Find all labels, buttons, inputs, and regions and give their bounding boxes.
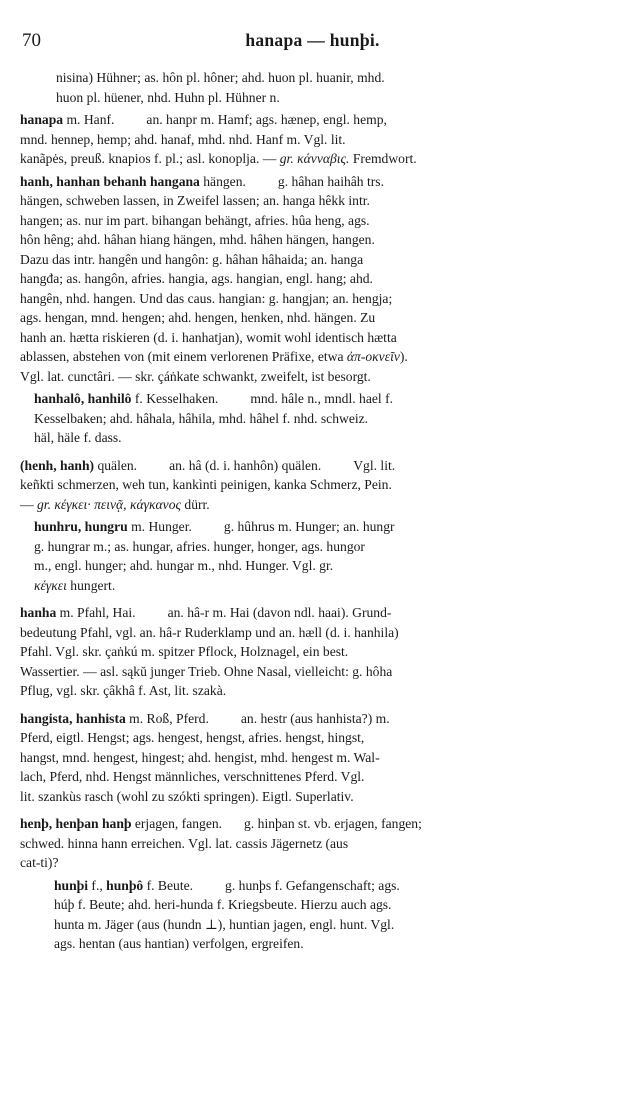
greek-text: ἀπ-οκνεῖν	[346, 349, 400, 364]
text-line: hunta m. Jäger (aus (hundn ⊥), huntian jagen, engl. hunt. Vgl.	[54, 916, 395, 932]
text-span: kanãpės, preuß. knapios f. pl.; asl. konoplja. —	[20, 151, 280, 166]
cognates: g. hunþs f. Gefangenschaft; ags.	[225, 877, 400, 893]
entry-hangista	[20, 709, 597, 807]
text-span: Fremdwort.	[349, 151, 417, 166]
entry-hunhru	[20, 517, 597, 595]
text-line: ags. hengan, mnd. hengen; ahd. hengen, henken, nhd. hängen. Zu	[20, 310, 376, 325]
gloss: f. Beute.	[143, 877, 194, 893]
gloss: f. Kesselhaken.	[131, 391, 219, 406]
entry-first-line	[20, 603, 597, 623]
entry-henh	[20, 456, 597, 515]
entry-first-line	[20, 456, 597, 476]
entry-first-line	[20, 172, 597, 192]
greek-text: gr. κέγκει· πεινᾷ, κάγκανος	[37, 496, 182, 512]
text-line: lach, Pferd, nhd. Hengst männliches, verschnittenes Pferd. Vgl.	[20, 769, 365, 784]
headword: hunþi	[54, 877, 89, 893]
text-line: nisina) Hühner; as. hôn pl. hôner; ahd. huon pl. huanir, mhd.	[56, 70, 385, 85]
entry-hanh	[20, 172, 597, 387]
text-line: Vgl. lat. cunctâri. — skr. çáṅkate schwankt, zweifelt, ist besorgt.	[20, 368, 371, 384]
text-span: —	[20, 496, 37, 512]
headword: hangista, hanhista	[20, 710, 126, 726]
headword: hanh, hanhan behanh hangana	[20, 173, 200, 189]
cognates: mnd. hâle n., mndl. hael f.	[250, 391, 394, 406]
entry-continuation	[20, 68, 597, 107]
text-line: bedeutung Pfahl, vgl. an. hâ-r Ruderklamp und an. hæll (d. i. hanhila)	[20, 624, 399, 640]
cognates: g. hûhrus m. Hunger; an. hungr	[223, 519, 395, 534]
text-span: dürr.	[181, 496, 210, 512]
cross-reference: Vgl. lit.	[353, 457, 396, 473]
text-line: húþ f. Beute; ahd. heri-hunda f. Kriegsbeute. Hierzu auch ags.	[54, 897, 392, 912]
entry-hanha	[20, 603, 597, 701]
cognates: an. hâ-r m. Hai (davon ndl. haai). Grund-	[167, 605, 392, 620]
text-line: Dazu das intr. hangên und hangôn: g. hâhan hâhaida; an. hanga	[20, 251, 364, 267]
gloss: m. Roß, Pferd.	[125, 710, 209, 726]
text-line: Kesselbaken; ahd. hâhala, hâhila, mhd. hâhel f. nhd. schweiz.	[34, 410, 369, 426]
text-line: schwed. hinna hann erreichen. Vgl. lat. cassis Jägernetz (aus	[20, 835, 349, 851]
text-line: häl, häle f. dass.	[34, 430, 122, 445]
text-line: hangên, nhd. hangen. Und das caus. hangian: g. hangjan; an. hengja;	[20, 290, 393, 306]
headword: henþ, henþan hanþ	[20, 816, 132, 831]
text-line: hanh an. hætta riskieren (d. i. hanhatjan), womit wohl identisch hætta	[20, 329, 397, 345]
gloss: m. Hunger.	[127, 519, 192, 534]
text-line: lit. szankùs rasch (wohl zu szókti springen). Eigtl. Superlativ.	[20, 788, 354, 804]
text-line: hangst, mnd. hengest, hingest; ahd. hengist, mhd. hengest m. Wal-	[20, 749, 380, 765]
cognates: g. hâhan haihâh trs.	[277, 173, 384, 189]
text-line	[20, 576, 597, 596]
cognates: g. hinþan st. vb. erjagen, fangen;	[244, 816, 422, 831]
page-body	[20, 68, 597, 957]
text-line: g. hungrar m.; as. hungar, afries. hunger, honger, ags. hungor	[34, 538, 365, 554]
text-line: m., engl. hunger; ahd. hungar m., nhd. Hunger. Vgl. gr.	[34, 558, 334, 573]
text-span: ).	[399, 349, 408, 364]
greek-text: gr. κάνναβις.	[279, 151, 350, 166]
entry-hanhalo	[20, 389, 597, 448]
text-line: mnd. hennep, hemp; ahd. hanaf, mhd. nhd. Hanf m. Vgl. lit.	[20, 131, 346, 147]
text-line	[20, 347, 597, 367]
gloss: m. Pfahl, Hai.	[56, 605, 136, 620]
headword: hanhalô, hanhilô	[34, 391, 132, 406]
entry-first-line	[20, 814, 597, 834]
text-line: Pfahl. Vgl. skr. çaṅkú m. spitzer Pflock, Holznagel, ein best.	[20, 644, 349, 659]
entry-hanapa	[20, 110, 597, 169]
text-line: Pflug, vgl. skr. çâkhâ f. Ast, lit. szakà.	[20, 683, 227, 698]
text-line: cat-ti)?	[20, 855, 59, 870]
text-line: hôn hêng; ahd. hâhan hiang hängen, mhd. hâhen hängen, hangen.	[20, 232, 375, 247]
entry-hunthi	[20, 876, 597, 954]
text-line: hangđa; as. hangôn, afries. hangia, ags. hangian, engl. hang; ahd.	[20, 271, 373, 286]
entry-henth	[20, 814, 597, 873]
page-number: 70	[22, 30, 41, 51]
cognates: an. hestr (aus hanhista?) m.	[240, 710, 390, 726]
greek-text: κέγκει	[34, 577, 67, 593]
text-line	[20, 495, 597, 515]
text-line: Pferd, eigtl. Hengst; ags. hengest, hengst, afries. hengst, hingst,	[20, 730, 365, 745]
text-span: ablassen, abstehen von (mit einem verlorenen Präfixe, etwa	[20, 349, 347, 364]
headword: hanapa	[20, 112, 64, 127]
text-line: hängen, schweben lassen, in Zweifel lassen; an. hanga hêkk intr.	[20, 193, 370, 208]
cognates: an. hâ (d. i. hanhôn) quälen.	[169, 457, 322, 473]
entry-first-line	[20, 110, 597, 130]
entry-first-line	[20, 709, 597, 729]
text-line: huon pl. hüener, nhd. Huhn pl. Hühner n.	[56, 89, 280, 105]
headword: hunhru, hungru	[34, 519, 128, 534]
entry-first-line	[20, 876, 597, 896]
headword-variant: hunþô	[106, 877, 144, 893]
page-header	[20, 30, 605, 54]
text-line: Wassertier. — asl. sąkŭ junger Trieb. Ohne Nasal, vielleicht: g. hôha	[20, 663, 393, 679]
headword: hanha	[20, 605, 57, 620]
cognates: an. hanpr m. Hamf; ags. hænep, engl. hemp,	[146, 112, 387, 127]
text-line: keñkti schmerzen, weh tun, kankìnti peinigen, kanka Schmerz, Pein.	[20, 477, 392, 492]
headword: (henh, hanh)	[20, 457, 95, 473]
text-line	[20, 149, 597, 169]
text-line: hangen; as. nur im part. bihangan behängt, afries. hûa heng, ags.	[20, 212, 370, 228]
text-span: hungert.	[66, 577, 116, 593]
text-line: ags. hentan (aus hantian) verfolgen, ergreifen.	[54, 936, 304, 951]
entry-first-line	[20, 517, 597, 537]
gloss: erjagen, fangen.	[131, 816, 223, 831]
gloss: hängen.	[199, 173, 246, 189]
running-title: hanapa — hunþi.	[245, 30, 380, 50]
gloss: m. Hanf.	[63, 112, 115, 127]
text-span: f.,	[88, 877, 107, 893]
gloss: quälen.	[94, 457, 138, 473]
entry-first-line	[20, 389, 597, 409]
